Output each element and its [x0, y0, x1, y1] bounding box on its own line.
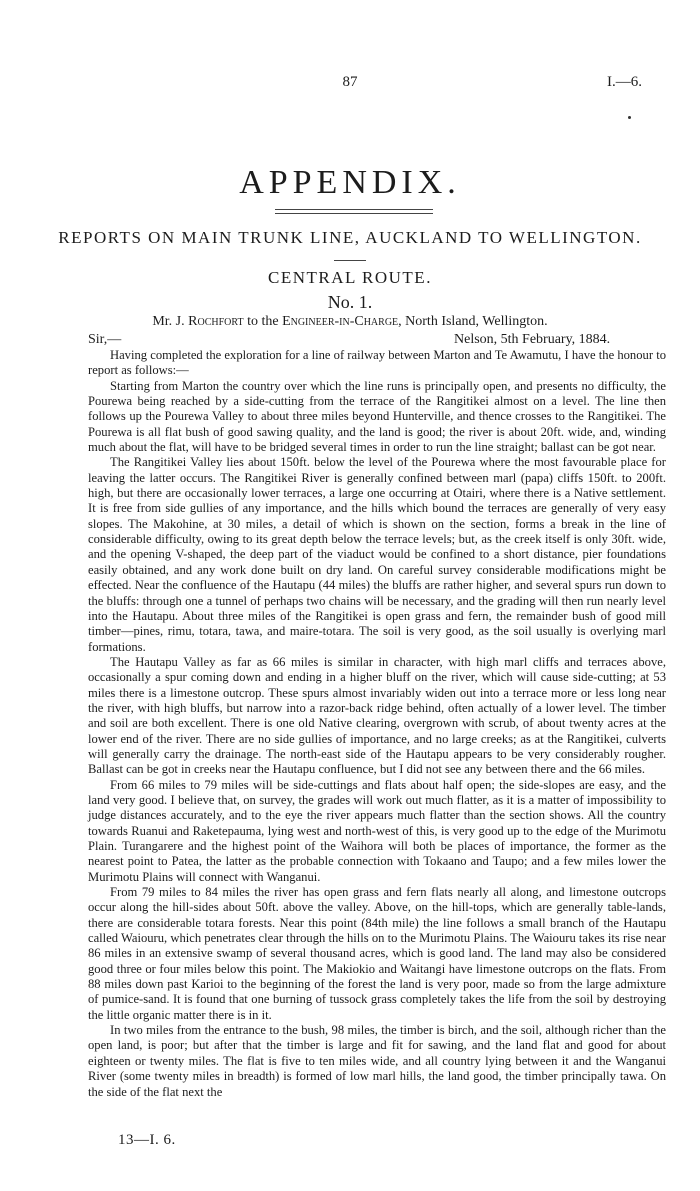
from-mid: to the — [243, 314, 283, 329]
route-heading: CENTRAL ROUTE. — [268, 268, 432, 287]
letter-body — [88, 348, 666, 1100]
paragraph: From 66 miles to 79 miles will be side-cuttings and flats about half open; the side-slopes are easy, and the land very good. I believe that, on survey, the grades will work out much flatter, as it is a matter of impossibility to judge distances accurately, and to the eye the river appears much flatter than the section shows. All the country towards Ruanui and Raketepauma, lying west and north-west of this, is very good up to the edge of the Murimotu Plain. Turangarere and the highest point of the Waihora will both be places of importance, the former as the nearest point to Patea, the latter as the probable connection with Tokaano and Taupo; and a few miles lower the Murimotu Plains will connect with Wanganui. — [88, 777, 666, 884]
report-subtitle: REPORTS ON MAIN TRUNK LINE, AUCKLAND TO WELLINGTON. — [58, 228, 642, 247]
paragraph: From 79 miles to 84 miles the river has open grass and fern flats nearly all along, and limestone outcrops occur along the hill-sides about 50ft. above the valley. Above, on the hill-tops, which are generally table-lands, there are considerable totara forests. Near this point (84th mile) the line follows a small branch of the Hautapu called Waiouru, which penetrates clear through the hills on to the Murimotu Plains. The Waiouru takes its rise near 86 miles in an extensive swamp of several thousand acres, which is good land. The land may also be considered good three or four miles below this point. The Makiokio and Waitangi have limestone outcrops on the flats. From 88 miles down past Karioi to the beginning of the forest the land is very poor, made so from the large admixture of pumice-sand. It is found that one burning of tussock grass completely takes the life from the soil by destroying the little organic matter there is in it. — [88, 885, 666, 1022]
report-number: No. 1. — [327, 292, 373, 312]
dateline: Nelson, 5th February, 1884. — [454, 332, 611, 347]
salutation: Sir,— — [88, 332, 122, 347]
stray-mark — [628, 116, 631, 119]
paragraph: In two miles from the entrance to the bush, 98 miles, the timber is birch, and the soil, although richer than the open land, is poor; but after that the timber is large and fit for sawing, and the land flat and good for about eighteen or twenty miles. The flat is five to ten miles wide, and all country lying between it and the Wanganui River (some twenty miles in breadth) is formed of low marl hills, the land good, the timber principally tawa. On the side of the flat next the — [88, 1023, 666, 1099]
paper-reference: I.—6. — [607, 74, 642, 90]
page-number: 87 — [342, 74, 358, 90]
letter-addressee-line — [0, 314, 700, 330]
to-suffix: , North Island, Wellington. — [398, 314, 548, 329]
from-name: Rochfort — [188, 314, 244, 329]
paragraph: Starting from Marton the country over which the line runs is principally open, and presents no difficulty, the Pourewa being reached by a side-cutting from the terrace of the Rangitikei almost on a level. The line then follows up the Pourewa Valley to about three miles beyond Hunterville, and thence crosses to the Rangitikei. The Pourewa is all flat bush of good sawing quality, and the land is good; the river is about 20ft. wide, and, winding much about the flat, will have to be bridged several times in order to run the line straight; ballast can be got near. — [88, 378, 666, 455]
to-name: Engineer-in-Charge — [282, 314, 399, 329]
paragraph: The Hautapu Valley as far as 66 miles is similar in character, with high marl cliffs and terraces above, occasionally a spur coming down and ending in a higher bluff on the river, which will cause side-cutting; at 53 miles there is a limestone outcrop. These spurs almost invariably widen out into a terrace more or less long near the river, with high bluffs, but narrow into a razor-back ridge behind, often actually of a lower level. The timber and soil are both excellent. There is one old Native clearing, overgrown with scrub, of about twenty acres at the lower end of the river. There are no side gullies of importance, and no large creeks; as at the Rangitikei, culverts will generally carry the drainage. The north-east side of the Hautapu appears to be very considerably rougher. Ballast can be got in creeks near the Hautapu confluence, but I did not see any between there and the 66 miles. — [88, 654, 666, 777]
paragraph: The Rangitikei Valley lies about 150ft. below the level of the Pourewa where the most favourable place for leaving the latter occurs. The Rangitikei River is generally confined between marl (papa) cliffs 150ft. to 200ft. high, but there are occasionally lower terraces, a large one occurring at Otairi, where there is a Native settlement. It is free from side gullies of any importance, and the hills which bound the terraces are generally of very easy slopes. The Makohine, at 30 miles, a detail of which is shown on the section, forms a break in the line of considerable difficulty, owing to its great depth below the terrace levels; but, as the creek itself is only 30ft. wide, and the opening V-shaped, the deep part of the viaduct would be confined to a short distance, pier foundations easily obtained, and any work done built on dry land. On careful survey considerable modifications might be effected. Near the confluence of the Hautapu (44 miles) the bluffs are rather higher, and several spurs run down to the bluffs: through one a tunnel of perhaps two chains will be necessary, and the grading will then run nearly level into the Hautapu. About three miles of the Rangitikei is open grass and fern, the remainder bush of good mill timber—pines, rimu, totara, tawa, and maire-totara. The soil is very good, as the soil usually is overlying marl formations. — [88, 455, 666, 654]
paragraph: Having completed the exploration for a line of railway between Marton and Te Awamutu, I have the honour to report as follows:— — [88, 348, 666, 378]
title-divider — [275, 209, 433, 214]
from-prefix: Mr. J. — [152, 314, 189, 329]
signature-mark: 13—I. 6. — [118, 1132, 176, 1148]
subtitle-divider — [334, 260, 366, 261]
page-title: APPENDIX. — [239, 164, 461, 201]
